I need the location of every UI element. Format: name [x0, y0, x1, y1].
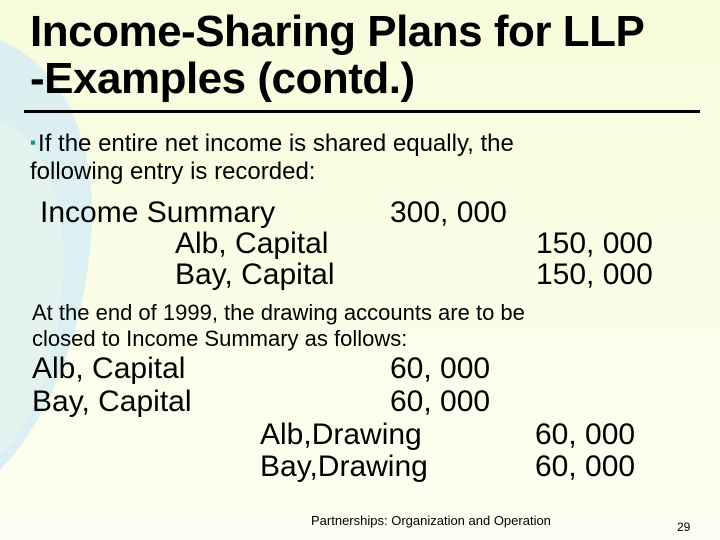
entry1-credit-bay-capital: 150, 000	[536, 258, 653, 291]
entry2-account-bay-capital: Bay, Capital	[32, 385, 192, 418]
entry2-debit-bay-capital: 60, 000	[390, 385, 491, 418]
slide-title	[30, 8, 644, 102]
page-number: 29	[677, 520, 691, 534]
entry2-account-bay-drawing: Bay,Drawing	[260, 450, 428, 483]
entry2-debit-alb-capital: 60, 000	[390, 352, 491, 385]
entry2-credit-bay-drawing: 60, 000	[535, 450, 636, 483]
entry1-account-bay-capital: Bay, Capital	[175, 258, 335, 291]
entry1-account-income-summary: Income Summary	[40, 196, 276, 229]
paragraph-line-2: closed to Income Summary as follows:	[32, 326, 408, 351]
paragraph-line-1: At the end of 1999, the drawing accounts are to be	[32, 300, 525, 325]
bullet-point	[30, 132, 514, 156]
slide-title-line-1: Income-Sharing Plans for LLP	[30, 7, 645, 56]
entry2-account-alb-capital: Alb, Capital	[32, 352, 186, 385]
title-underline	[24, 110, 700, 113]
entry1-account-alb-capital: Alb, Capital	[175, 227, 329, 260]
footer-text: Partnerships: Organization and Operation	[311, 513, 551, 528]
entry1-credit-alb-capital: 150, 000	[536, 227, 653, 260]
entry1-debit-income-summary: 300, 000	[390, 196, 507, 229]
entry2-credit-alb-drawing: 60, 000	[535, 418, 636, 451]
entry2-account-alb-drawing: Alb,Drawing	[260, 418, 422, 451]
bullet-line-1: If the entire net income is shared equally, the	[38, 130, 514, 157]
bullet-square-icon: ▪	[30, 133, 37, 152]
slide-title-line-2: -Examples (contd.)	[30, 54, 415, 103]
bullet-line-2: following entry is recorded:	[30, 158, 316, 185]
